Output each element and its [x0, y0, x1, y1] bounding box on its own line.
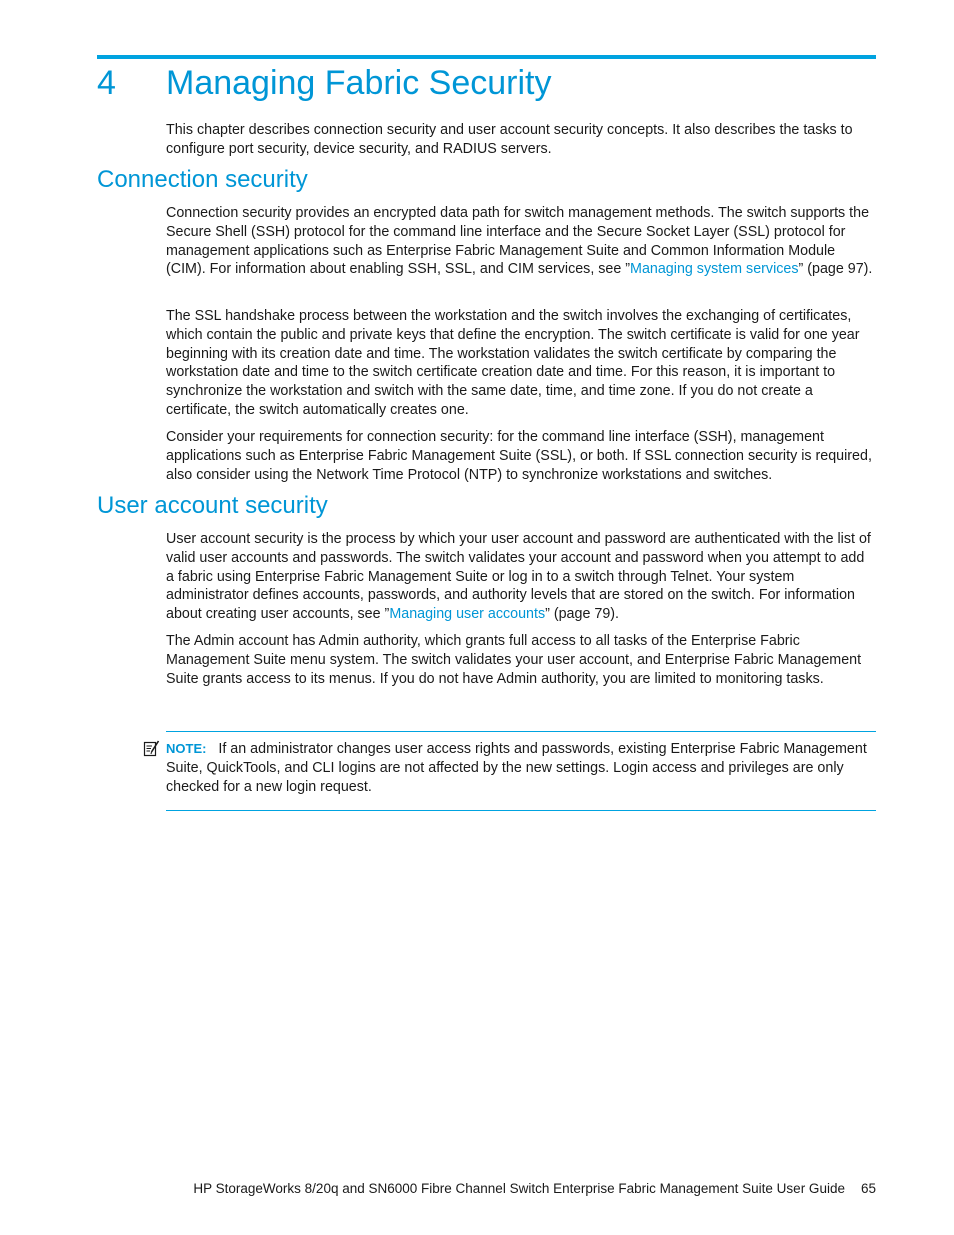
connection-paragraph-1-suffix: ” (page 97). [798, 261, 873, 278]
managing-system-services-link[interactable]: Managing system services [630, 261, 799, 278]
user-account-paragraph-1-suffix: ” (page 79). [545, 606, 620, 623]
chapter-title: Managing Fabric Security [166, 64, 552, 102]
user-account-paragraph-2: The Admin account has Admin authority, which grants full access to all tasks of the Enterprise Fabric Management Suite menu system. The switch validates your user account, and Enterprise Fabric Management Suite grants access to its menus. If you do not have Admin authority, you are limited to monitoring tasks. [166, 633, 862, 687]
note-top-rule [166, 731, 876, 732]
user-account-paragraph-1 [166, 530, 876, 624]
chapter-number: 4 [97, 64, 116, 102]
note-label: NOTE: [166, 741, 207, 756]
chapter-heading [97, 60, 876, 106]
connection-paragraph-3: Consider your requirements for connection security: for the command line interface (SSH), management applications such as Enterprise Fabric Management Suite (SSL), or both. If SSL connection security is required, also consider using the Network Time Protocol (NTP) to synchronize workstations and switches. [166, 429, 872, 483]
note-bottom-rule [166, 810, 876, 811]
user-account-paragraph-1-text: User account security is the process by which your user account and password are authenticated with the list of valid user accounts and passwords. The switch validates your account and password when you attempt to add a fabric using Enterprise Fabric Management Suite or log in to a switch through Telnet. Your system administrator defines accounts, passwords, and authority levels that are stored on the switch. For information about creating user accounts, see ” [166, 531, 871, 623]
note-icon [143, 740, 160, 757]
page-number: 65 [860, 1181, 876, 1196]
note-paragraph [166, 740, 876, 796]
connection-paragraph-1 [166, 204, 876, 279]
managing-user-accounts-link[interactable]: Managing user accounts [389, 606, 546, 623]
connection-paragraph-2: The SSL handshake process between the workstation and the switch involves the exchanging of certificates, which contain the public and private keys that define the encryption. The switch certificate is valid for one year beginning with its creation date and time. The workstation validates the switch certificate by comparing the workstation date and time to the switch certificate creation date and time. For this reason, it is important to synchronize the workstation and switch with the same date, time, and time zone. If you do not create a certificate, the switch automatically creates one. [166, 308, 860, 418]
note-text: If an administrator changes user access rights and passwords, existing Enterprise Fabric Management Suite, QuickTools, and CLI logins are not affected by the new settings. Login access and privileges are only checked for a new login request. [166, 741, 867, 795]
page-footer [0, 1180, 876, 1198]
section-heading-connection-security: Connection security [97, 166, 308, 193]
connection-paragraph-1-text: Connection security provides an encrypted data path for switch management methods. The switch supports the Secure Shell (SSH) protocol for the command line interface and the Secure Socket Layer (SSL) protocol for management applications such as Enterprise Fabric Management Suite and Common Information Module (CIM). For information about enabling SSH, SSL, and CIM services, see ” [166, 205, 870, 278]
footer-title: HP StorageWorks 8/20q and SN6000 Fibre Channel Switch Enterprise Fabric Management Suite User Guide [193, 1181, 845, 1196]
top-rule [97, 55, 876, 59]
intro-paragraph: This chapter describes connection security and user account security concepts. It also describes the tasks to configure port security, device security, and RADIUS servers. [166, 122, 853, 157]
section-heading-user-account-security: User account security [97, 492, 328, 519]
